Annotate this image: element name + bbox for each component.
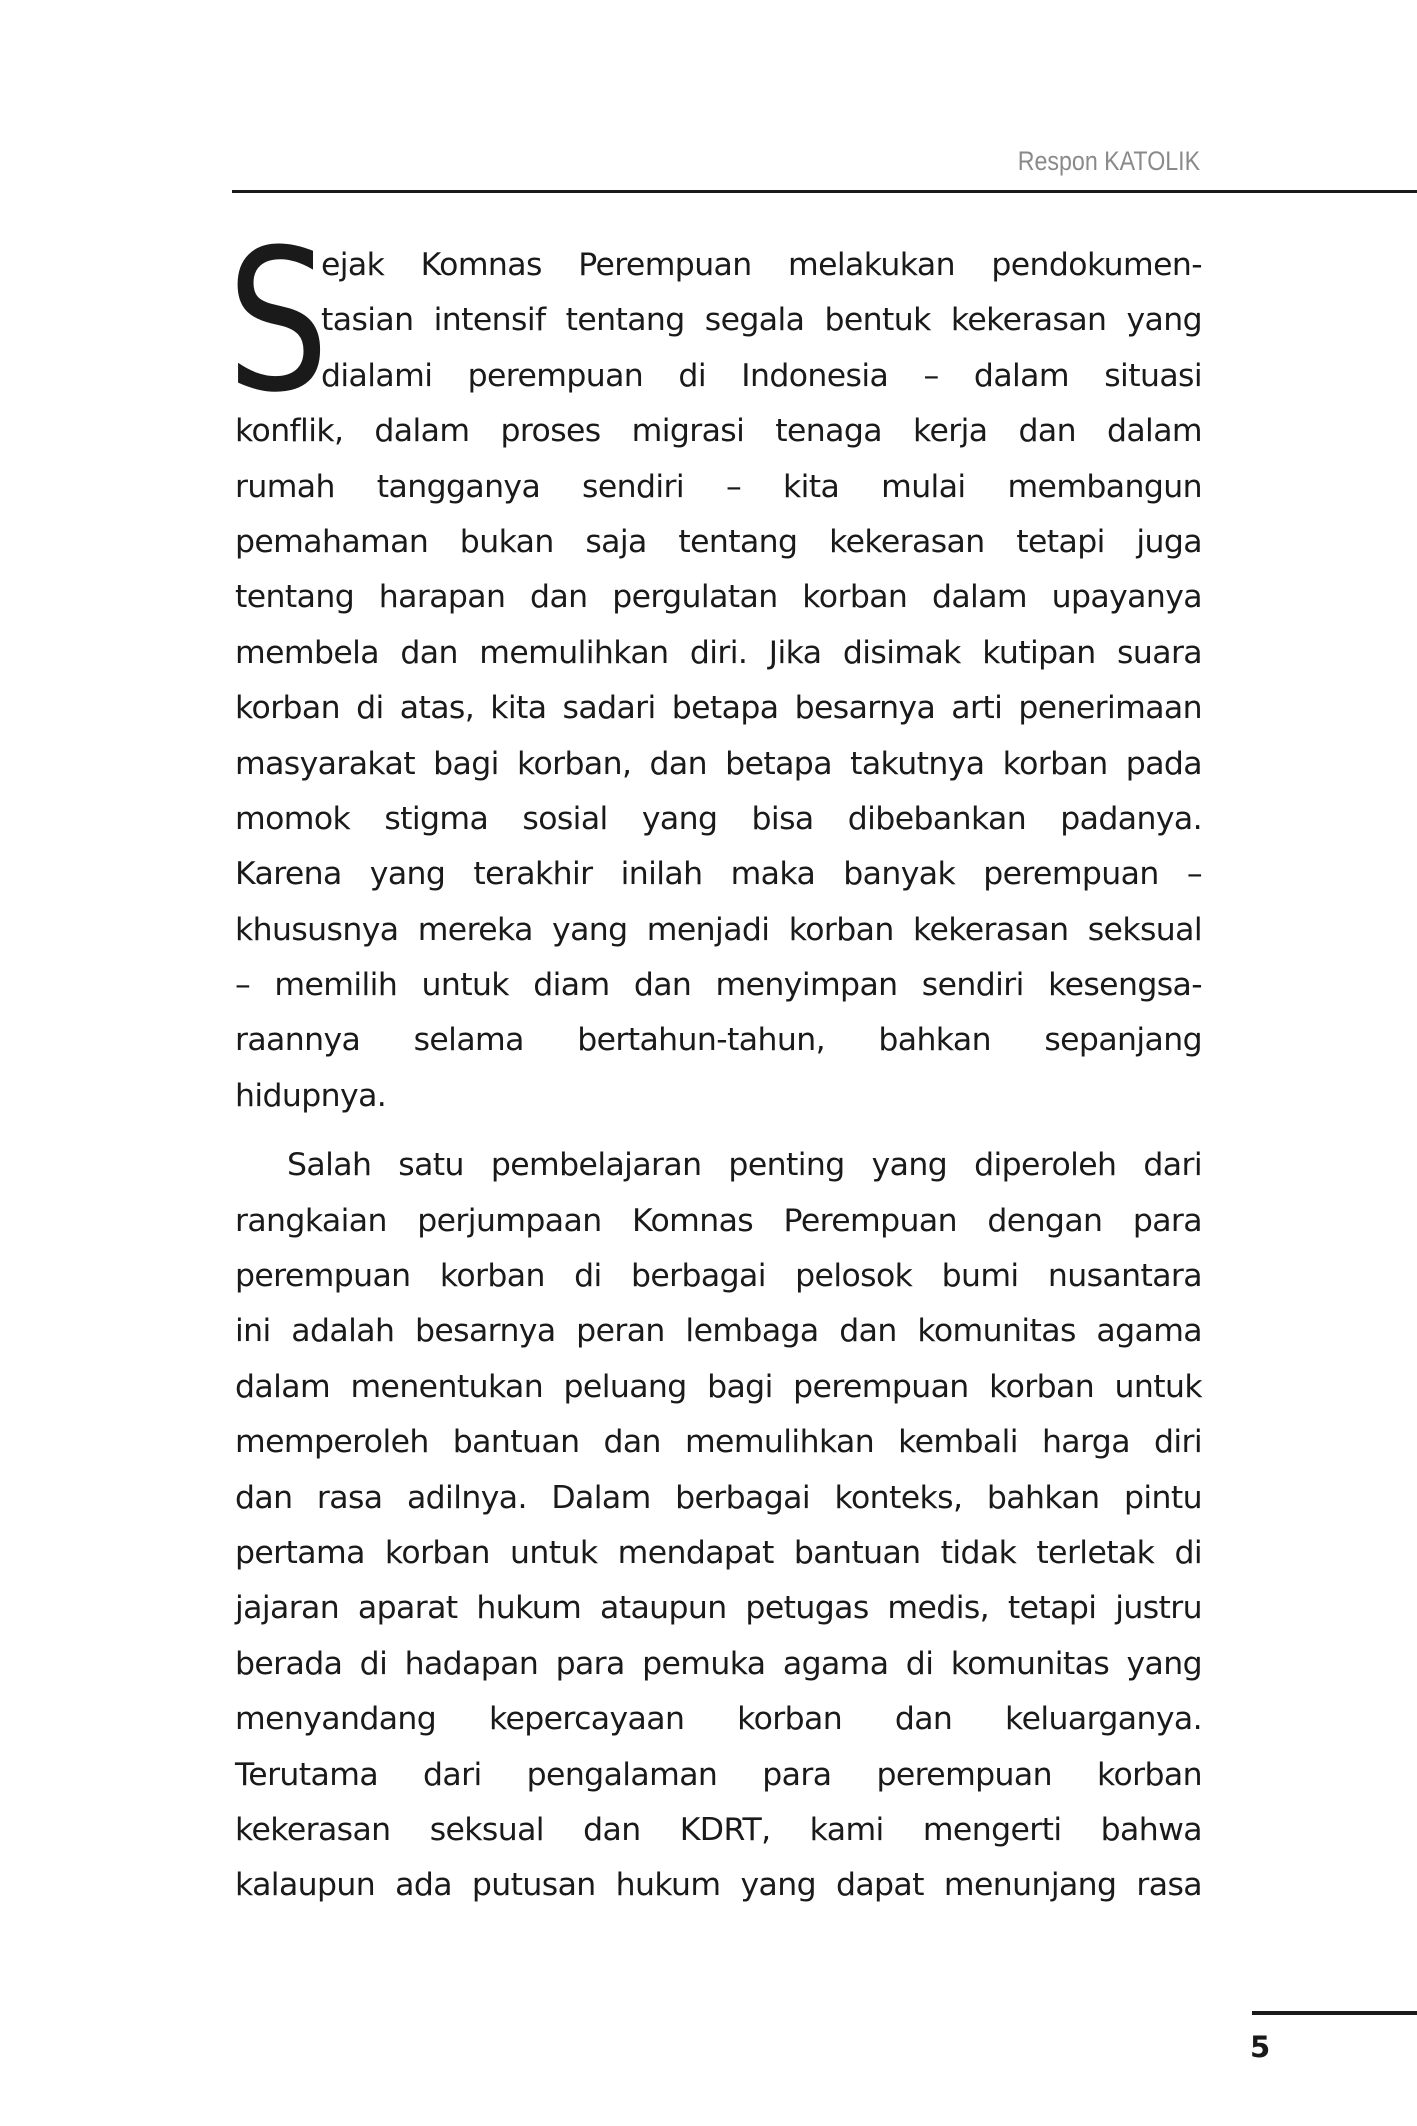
text-line: – memilih untuk diam dan menyimpan sendiri kesengsa- [235,967,1202,1004]
text-line: masyarakat bagi korban, dan betapa takutnya korban pada [235,745,1202,782]
text-line: tentang harapan dan pergulatan korban dalam upayanya [235,579,1202,616]
text-line: Salah satu pembelajaran penting yang diperoleh dari [287,1147,1202,1184]
text-line: pertama korban untuk mendapat bantuan tidak terletak di [235,1534,1202,1571]
text-line: dialami perempuan di Indonesia – dalam situasi [321,357,1202,394]
running-head: Respon KATOLIK [1017,146,1200,176]
footer-rule [1252,2011,1417,2015]
text-line: konflik, dalam proses migrasi tenaga kerja dan dalam [235,413,1202,450]
header-rule [232,190,1417,193]
text-line: menyandang kepercayaan korban dan keluarganya. [235,1701,1202,1738]
text-line: korban di atas, kita sadari betapa besarnya arti penerimaan [235,690,1202,727]
text-line: Karena yang terakhir inilah maka banyak perempuan – [235,856,1202,893]
body-text [227,208,1202,1914]
paragraph-gap [235,1124,1202,1138]
text-line: membela dan memulihkan diri. Jika disimak kutipan suara [235,634,1202,671]
text-line: pemahaman bukan saja tentang kekerasan tetapi juga [235,523,1202,560]
text-line: ejak Komnas Perempuan melakukan pendokumen- [321,247,1202,283]
text-line: khususnya mereka yang menjadi korban kekerasan seksual [235,911,1202,948]
text-line: hidupnya. [235,1077,387,1114]
text-line: jajaran aparat hukum ataupun petugas medis, tetapi justru [235,1590,1202,1627]
text-line: memperoleh bantuan dan memulihkan kembali harga diri [235,1424,1202,1461]
text-line: dalam menentukan peluang bagi perempuan korban untuk [235,1368,1202,1405]
text-line: dan rasa adilnya. Dalam berbagai konteks, bahkan pintu [235,1479,1202,1516]
text-line: ini adalah besarnya peran lembaga dan komunitas agama [235,1313,1202,1350]
text-line: rangkaian perjumpaan Komnas Perempuan dengan para [235,1202,1202,1239]
text-line: kekerasan seksual dan KDRT, kami mengerti bahwa [235,1811,1202,1848]
text-line: perempuan korban di berbagai pelosok bumi nusantara [235,1258,1202,1295]
page-number: 5 [1250,2030,1271,2064]
text-line: tasian intensif tentang segala bentuk kekerasan yang [321,302,1202,339]
text-line: momok stigma sosial yang bisa dibebankan padanya. [235,800,1202,837]
text-line: rumah tangganya sendiri – kita mulai membangun [235,468,1202,505]
text-line: Terutama dari pengalaman para perempuan korban [235,1756,1202,1793]
text-line: kalaupun ada putusan hukum yang dapat menunjang rasa [235,1867,1202,1904]
drop-cap: S [227,208,330,436]
text-line: raannya selama bertahun-tahun, bahkan sepanjang [235,1022,1202,1059]
text-line: berada di hadapan para pemuka agama di komunitas yang [235,1645,1202,1682]
